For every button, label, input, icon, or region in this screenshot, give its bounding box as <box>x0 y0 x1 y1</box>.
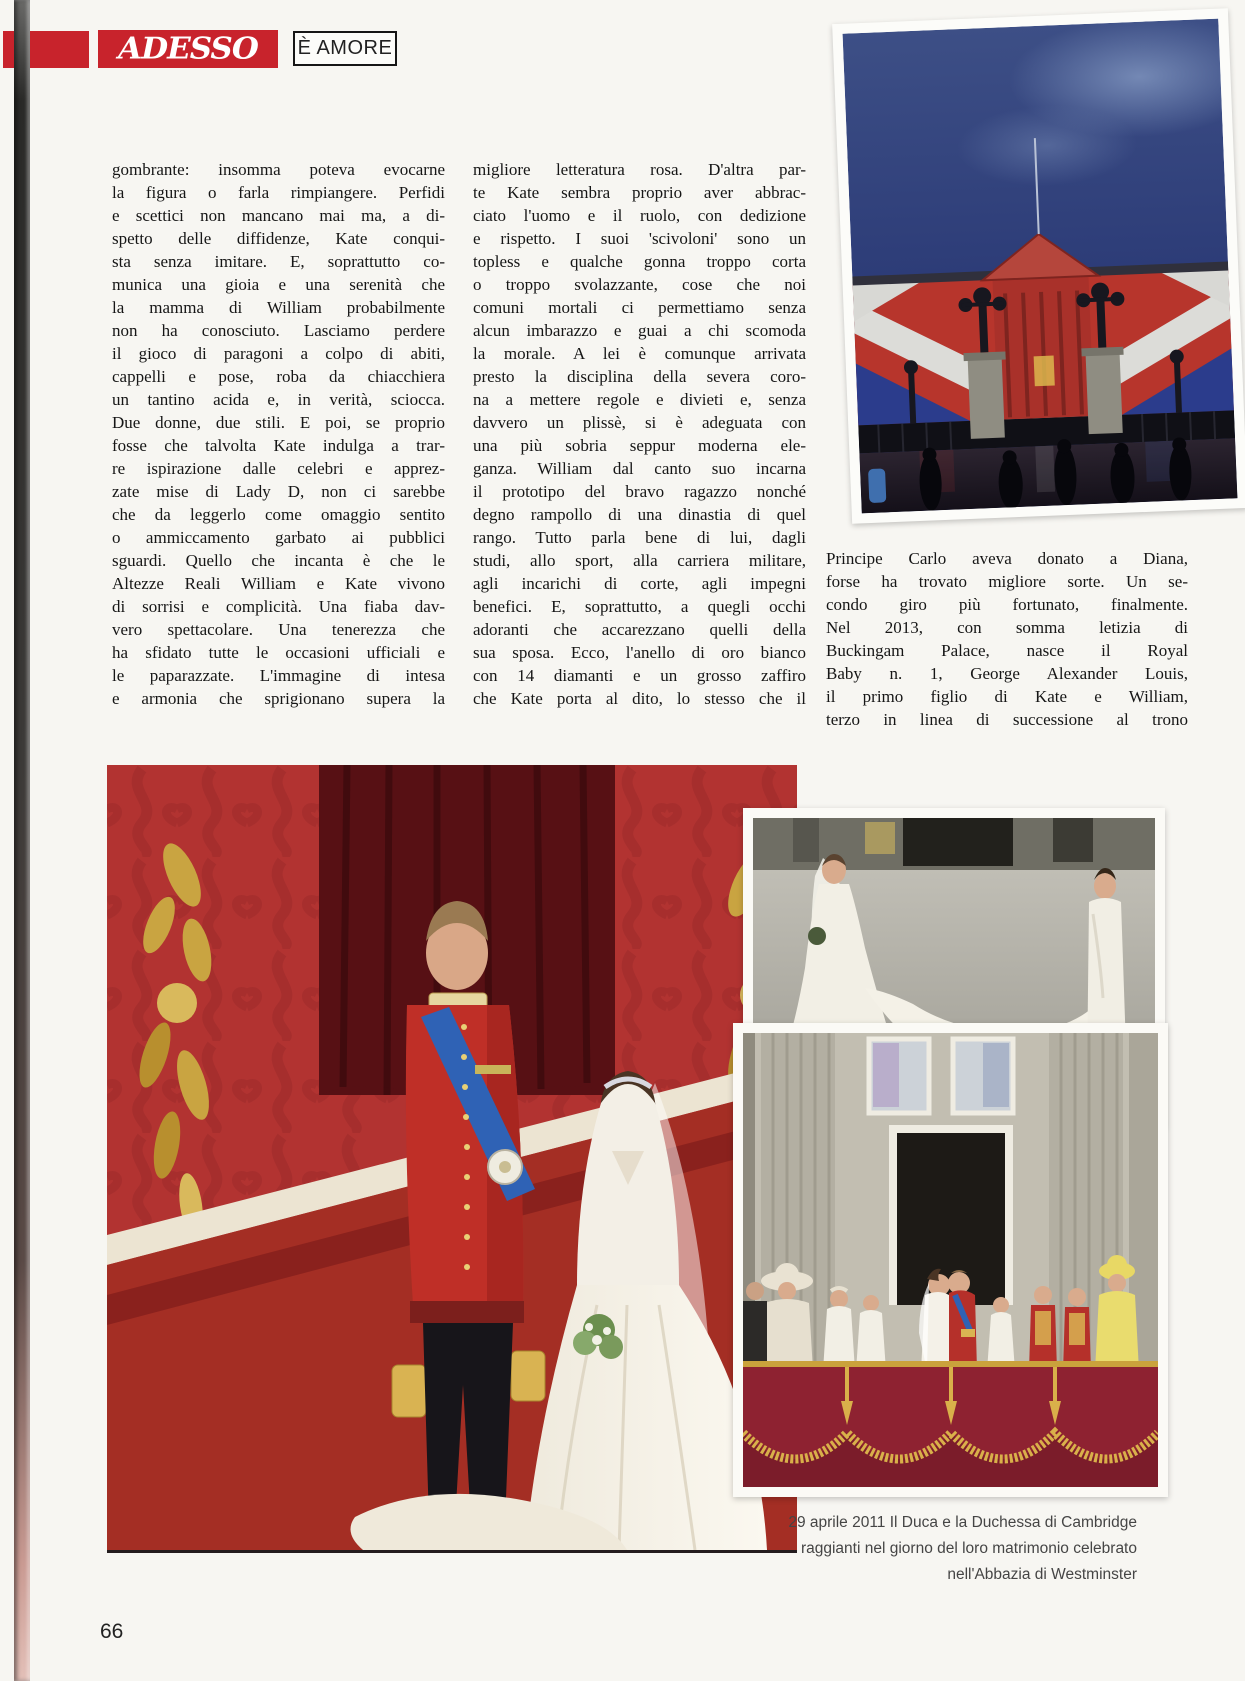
text-line: fosse che talvolta Kate indulga a trar- <box>112 436 445 455</box>
text-line: Nel 2013, con somma letizia di <box>826 618 1188 637</box>
text-line: la morale. A lei è comunque arrivata <box>473 344 806 363</box>
text-line: terzo in linea di successione al trono <box>826 710 1188 729</box>
text-line: il primo figlio di Kate e William, <box>826 687 1188 706</box>
article-column-1 <box>112 158 445 710</box>
text-line: sguardi. Quello che incanta è che le <box>112 551 445 570</box>
page-binding-edge <box>14 0 30 1681</box>
balcony-red-drape <box>743 1361 1158 1487</box>
text-line: Baby n. 1, George Alexander Louis, <box>826 664 1188 683</box>
caption-line: nell'Abbazia di Westminster <box>947 1566 1137 1583</box>
text-line: di sorrisi e complicità. Una fiaba dav- <box>112 597 445 616</box>
article-column-2 <box>473 158 806 710</box>
photo-caption <box>757 1510 1137 1588</box>
text-line: munica una gioia e una serenità che <box>112 275 445 294</box>
magazine-logo: ADESSO <box>118 31 258 67</box>
text-line: cappelli e pose, roba da chiacchiera <box>112 367 445 386</box>
text-line: forse ha trovato migliore sorte. Un se- <box>826 572 1188 591</box>
text-line: o ammiccamento garbato ai pubblici <box>112 528 445 547</box>
text-line: re ispirazione dalle celebri e apprez- <box>112 459 445 478</box>
text-line: e scettici non mancano mai ma, a di- <box>112 206 445 225</box>
text-line: e rispetto. I suoi 'scivoloni' sono un <box>473 229 806 248</box>
text-line: topless e qualche gonna troppo corta <box>473 252 806 271</box>
text-line: ciato l'uomo e il ruolo, con dedizione <box>473 206 806 225</box>
text-line: gombrante: insomma poteva evocarne <box>112 160 445 179</box>
text-line: adoranti che accarezzano quelli della <box>473 620 806 639</box>
text-line: na a mettere regole e divieti e, senza <box>473 390 806 409</box>
text-line: con 14 diamanti e un grosso zaffiro <box>473 666 806 685</box>
text-line: un tantino acida e, in verità, sciocca. <box>112 390 445 409</box>
section-label: È AMORE <box>297 37 393 59</box>
text-line: Altezze Reali William e Kate vivono <box>112 574 445 593</box>
text-line: sta senza imitare. E, soprattutto co- <box>112 252 445 271</box>
text-line: o troppo svolazzante, cose che noi <box>473 275 806 294</box>
text-line: te Kate sembra proprio aver abbrac- <box>473 183 806 202</box>
text-line: agli incarichi di corte, agli impegni <box>473 574 806 593</box>
queen-in-yellow <box>1095 1255 1139 1371</box>
text-line: davvero un plissè, si è adeguata con <box>473 413 806 432</box>
photo-buckingham-palace-union-jack <box>832 8 1245 523</box>
article-column-3 <box>826 547 1188 731</box>
text-line: condo giro più fortunato, finalmente. <box>826 595 1188 614</box>
section-label-box <box>293 31 397 66</box>
text-line: ganza. William dal canto suo incarna <box>473 459 806 478</box>
child-in-blue <box>868 468 886 503</box>
text-line: non ha conosciuto. Lasciamo perdere <box>112 321 445 340</box>
camilla-figure <box>761 1263 813 1371</box>
magazine-logo-banner <box>98 30 278 68</box>
caption-line: raggianti nel giorno del loro matrimonio celebrato <box>800 1540 1137 1557</box>
text-line: vero spettacolare. Una tenerezza che <box>112 620 445 639</box>
text-line: alcun imbarazzo e guai a chi scomoda <box>473 321 806 340</box>
text-line: ha sfidato tutte le occasioni ufficiali e <box>112 643 445 662</box>
text-line: e armonia che sprigionano supera la <box>112 689 445 708</box>
abbey-wall <box>753 818 1155 870</box>
text-line: rango. Tutto parla bene di lui, dagli <box>473 528 806 547</box>
text-line: Principe Carlo aveva donato a Diana, <box>826 549 1188 568</box>
text-line: Buckingam Palace, nasce il Royal <box>826 641 1188 660</box>
text-line: il gioco di paragoni a colpo di abiti, <box>112 344 445 363</box>
text-line: che Kate porta al dito, lo stesso che il <box>473 689 806 708</box>
text-line: zate mise di Lady D, non ci sarebbe <box>112 482 445 501</box>
text-line: la figura o farla rimpiangere. Perfidi <box>112 183 445 202</box>
photo-balcony-kiss <box>733 1023 1168 1497</box>
text-line: comuni mortali ci permettiamo senza <box>473 298 806 317</box>
text-line: sua sposa. Ecco, l'anello di oro bianco <box>473 643 806 662</box>
caption-line: 29 aprile 2011 Il Duca e la Duchessa di Cambridge <box>788 1514 1137 1531</box>
text-line: una più sobria seppur moderna ele- <box>473 436 806 455</box>
text-line: Due donne, due stili. E poi, se proprio <box>112 413 445 432</box>
text-line: le paparazzate. L'immagine di intesa <box>112 666 445 685</box>
text-line: il prototipo del bravo ragazzo nonché <box>473 482 806 501</box>
text-line: spetto delle diffidenze, Kate conqui- <box>112 229 445 248</box>
text-line: benefici. E, soprattutto, a quegli occhi <box>473 597 806 616</box>
photo-official-wedding-portrait <box>107 765 797 1553</box>
text-line: migliore letteratura rosa. D'altra par- <box>473 160 806 179</box>
text-line: studi, allo sport, alla carriera militare, <box>473 551 806 570</box>
text-line: presto la disciplina della severa coro- <box>473 367 806 386</box>
text-line: la mamma di William probabilmente <box>112 298 445 317</box>
page-number: 66 <box>100 1620 124 1643</box>
text-line: che da leggerlo come omaggio sentito <box>112 505 445 524</box>
text-line: degno rampollo di una dinastia di quel <box>473 505 806 524</box>
